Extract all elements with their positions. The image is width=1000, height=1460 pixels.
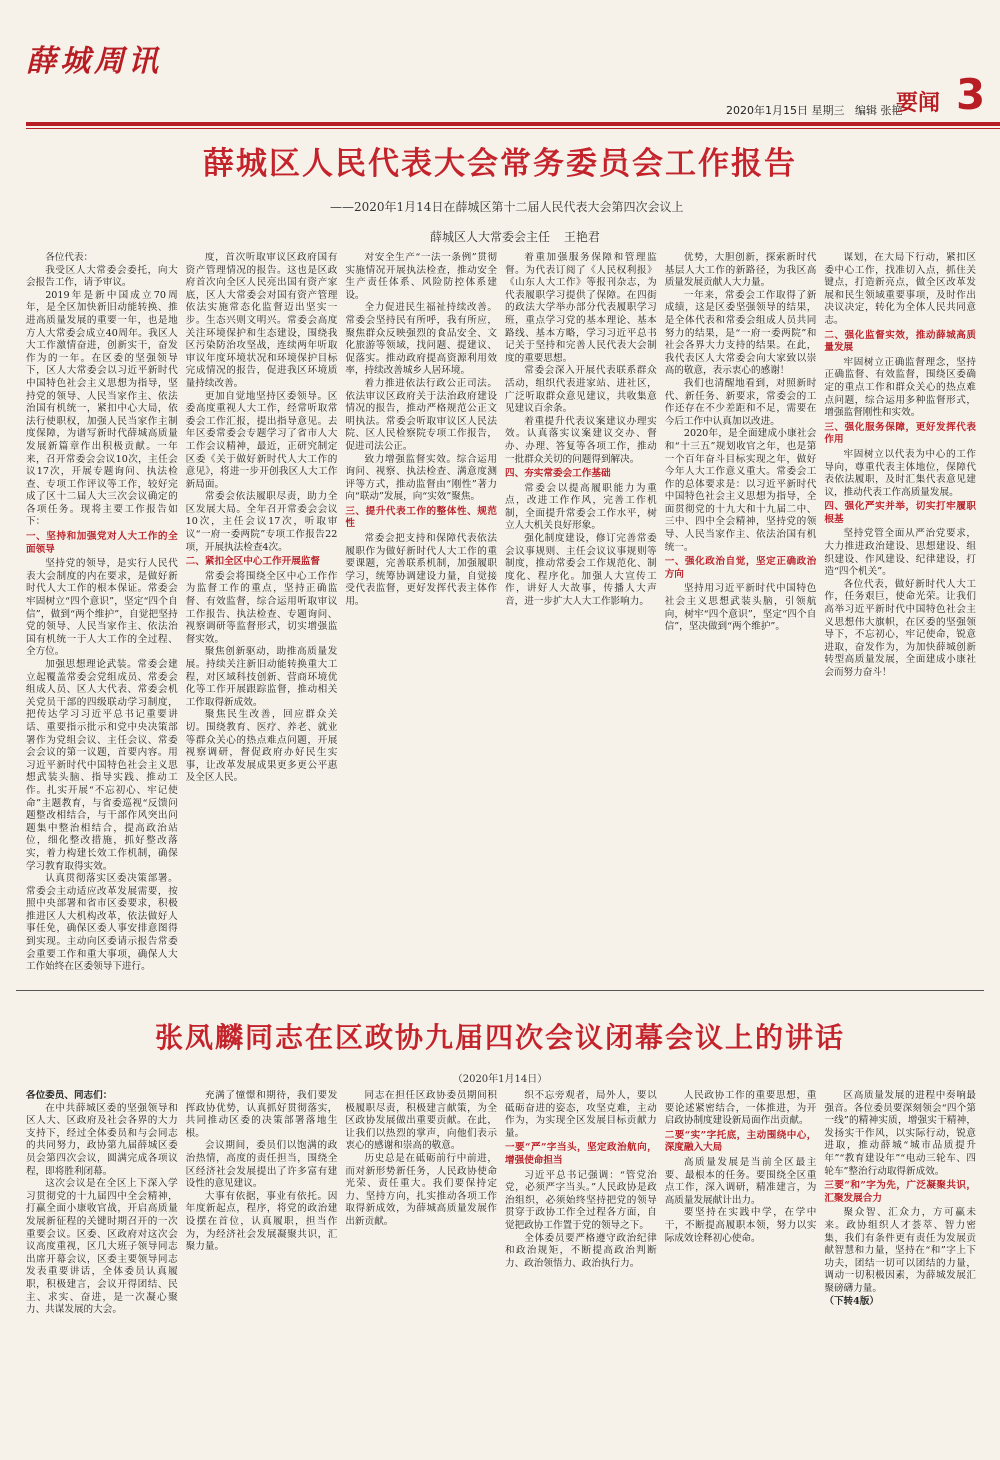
- paragraph: 我们也清醒地看到，对照新时代、新任务、新要求，常委会的工作还存在不少差距和不足，需要在今后工作中认真加以改进。: [664, 377, 817, 427]
- section-heading: 二、紧扣全区中心工作开展监督: [185, 556, 320, 568]
- paragraph: 区高质量发展的进程中奏响最强音。各位委员要深刻领会“四个第一线”的精神实质，增强实干精神，发扬实干作风，以实际行动，锐意进取，推动薛城“城市品质提升年”“教育建设年”“电动三轮车、四轮车”整治行动取得新成效。: [824, 1090, 977, 1177]
- paragraph: 我受区人大常委会委托，向大会报告工作，请予审议。: [26, 264, 178, 289]
- paragraph: 优势，大胆创新，探索新时代基层人大工作的新路径，为我区高质量发展贡献人大力量。: [664, 252, 817, 289]
- paragraph: 度，首次听取审议区政府国有资产管理情况的报告。这也是区政府首次向全区人民亮出国有资产家底，区人大常委会对国有资产管理依法实施常态化监督迈出坚实一步。生态兴则文明兴。常委会高度关注环境保护和生态建设，围绕我区污染防治攻坚战，连续两年听取审议年度环境状况和环境保护目标完成情况的报告，促进我区环境质量持续改善。: [185, 252, 338, 389]
- article1-column: [26, 252, 178, 985]
- paragraph: 着重加强服务保障和管理监督。为代表订阅了《人民权利报》《山东人大工作》等报刊杂志，为代表履职学习提供了保障。在四街的政法大学举办部分代表履职学习班，重点学习党的基本理论、基本路线、基本方略，学习习近平总书记关于坚持和完善人民代表大会制度的重要思想。: [505, 252, 657, 364]
- paragraph: （下转4版）: [824, 1295, 880, 1307]
- paragraph: 着重提升代表议案建议办理实效。认真落实议案建议交办、督办、办理、答复等各项工作，推动一批群众关切的问题得到解决。: [505, 415, 657, 465]
- author-role: 薛城区人大常委会主任: [430, 230, 551, 244]
- article1-column: [505, 252, 657, 985]
- article1-subtitle: ——2020年1月14日在薛城区第十二届人民代表大会第四次会议上: [330, 200, 684, 214]
- paragraph: 对安全生产“一法一条例”贯彻实施情况开展执法检查，推动安全生产责任体系、风险防控体系建设。: [345, 252, 498, 301]
- paragraph: 坚持党的领导，是实行人民代表大会制度的内在要求，是做好新时代人大工作的根本保证。常委会牢固树立“四个意识”，坚定“四个自信”，做到“两个维护”，自觉把坚持党的领导、人民当家作主、依法治国有机统一于人大工作的全过程、全方位。: [26, 558, 178, 658]
- paragraph: 会议期间，委员们以饱满的政治热情，高度的责任担当，围绕全区经济社会发展提出了许多富有建设性的意见建议。: [185, 1140, 338, 1190]
- paragraph: 常委会将围绕全区中心工作作为监督工作的重点，坚持正确监督、有效监督，综合运用听取审议工作报告、执法检查、专题询问、视察调研等监督形式，切实增强监督实效。: [185, 570, 338, 645]
- paragraph: 强化制度建设，修订完善常委会议事规则、主任会议议事规则等制度，推动常委会工作规范化、制度化、程序化。加强人大宣传工作，讲好人大故事，传播人大声音，进一步扩大人大工作影响力。: [505, 533, 657, 608]
- paragraph: 全体委员要严格遵守政治纪律和政治规矩，不断提高政治判断力、政治领悟力、政治执行力。: [505, 1232, 657, 1269]
- paragraph: 充满了憧憬和期待，我们要发挥政协优势，认真抓好贯彻落实，共同推动区委的决策部署落地生根。: [185, 1090, 338, 1139]
- masthead-rule-thin: [26, 128, 1000, 129]
- paragraph: 聚焦创新驱动，助推高质量发展。持续关注新旧动能转换重大工程，对区域科技创新、营商环境优化等工作开展跟踪监督，推动相关工作取得新成效。: [185, 646, 338, 708]
- paragraph: 这次会议是在全区上下深入学习贯彻党的十九届四中全会精神，打赢全面小康收官战，开启高质量发展新征程的关键时期召开的一次重要会议。区委、区政府对这次会议高度重视，区几大班子领导同志出席开幕会议，区委主要领导同志发表重要讲话，全体委员认真履职，积极建言，会议开得团结、民主、求实、奋进，是一次凝心聚力、共谋发展的大会。: [26, 1178, 178, 1316]
- article-divider: [16, 990, 984, 991]
- article2-body: [26, 1090, 976, 1452]
- paragraph: 常委会把支持和保障代表依法履职作为做好新时代人大工作的重要课题，完善联系机制，加强履职学习，统筹协调建设力量，自觉接受代表监督，更好发挥代表主体作用。: [345, 533, 498, 608]
- article2-column: [505, 1090, 657, 1452]
- paragraph: 2020年，是全面建成小康社会和“十三五”规划收官之年，也是第一个百年奋斗目标实现之年，做好今年人大工作意义重大。常委会工作的总体要求是：以习近平新时代中国特色社会主义思想为指导，全面贯彻党的十九大和十九届二中、三中、四中全会精神，坚持党的领导、人民当家作主、依法治国有机统一。: [664, 428, 817, 553]
- paragraph: 在中共薛城区委的坚强领导和区人大、区政府及社会各界的大力支持下，经过全体委员和与会同志的共同努力，政协第九届薛城区委员会第四次会议，圆满完成各项议程，即将胜利闭幕。: [26, 1102, 178, 1177]
- paragraph: 各位委员、同志们：: [26, 1090, 113, 1101]
- paragraph: 各位代表，做好新时代人大工作，任务艰巨，使命光荣。让我们高举习近平新时代中国特色社会主义思想伟大旗帜，在区委的坚强领导下，不忘初心，牢记使命，锐意进取，奋发作为，为加快薛城创新转型高质量发展，全面建成小康社会而努力奋斗！: [824, 578, 977, 678]
- paragraph: 牢固树立以代表为中心的工作导向，尊重代表主体地位，保障代表依法履职，及时汇集代表意见建议，推动代表工作高质量发展。: [824, 448, 977, 498]
- masthead-rule: [26, 122, 1000, 126]
- newspaper-logo: 薛城周讯: [26, 44, 162, 79]
- paragraph: 历史总是在砥砺前行中前进，而对新形势新任务，人民政协使命光荣、责任重大。我们要保持定力、坚持方向，扎实推动各项工作取得新成效，为薛城高质量发展作出新贡献。: [345, 1152, 498, 1227]
- paragraph: 聚焦民生改善，回应群众关切。围绕教育、医疗、养老、就业等群众关心的热点难点问题，开展视察调研，督促政府办好民生实事，让改革发展成果更多更公平惠及全区人民。: [185, 709, 338, 784]
- paragraph: 谋划，在大局下行动，紧扣区委中心工作，找准切入点，抓住关键点，打造新亮点，做全区改革发展和民生领域重要事项，及时作出决议决定，转化为全体人民共同意志。: [824, 252, 977, 326]
- paragraph: 大事有依据，事业有依托。因年度新起点，程序，将党的政治建设摆在首位，认真履职，担当作为，为经济社会发展凝聚共识，汇聚力量。: [185, 1190, 338, 1253]
- section-heading: 三、提升代表工作的整体性、规范性: [345, 505, 498, 530]
- paragraph: 一年来，常委会工作取得了新成绩，这是区委坚强领导的结果，是全体代表和常委会组成人员共同努力的结果，是“一府一委两院”和社会各界大力支持的结果。在此，我代表区人大常委会向大家致以崇高的敬意，表示衷心的感谢！: [664, 289, 817, 377]
- paragraph: 常委会以提高履职能力为重点，改进工作作风，完善工作机制，全面提升常委会工作水平，树立人大机关良好形象。: [505, 482, 657, 532]
- section-heading: 四、夯实常委会工作基础: [505, 468, 611, 480]
- article1-byline: [430, 228, 610, 245]
- section-heading: 一、坚持和加强党对人大工作的全面领导: [26, 531, 178, 555]
- section-heading: 三、强化服务保障，更好发挥代表作用: [824, 421, 977, 446]
- section-name: 要闻: [896, 91, 941, 116]
- paragraph: 着力推进依法行政公正司法。依法审议区政府关于法治政府建设情况的报告，推动严格规范公正文明执法。常委会听取审议区人民法院、区人民检察院专项工作报告，促进司法公正。: [345, 377, 498, 452]
- article1-column: [345, 252, 497, 985]
- issue-date: 2020年1月15日 星期三: [726, 104, 845, 117]
- article2-title: 张凤麟同志在区政协九届四次会议闭幕会议上的讲话: [154, 1021, 845, 1054]
- page-number: 3: [956, 70, 986, 119]
- paragraph: 2019年是新中国成立70周年，是全区加快新旧动能转换、推进高质量发展的重要一年，也是地方人大常委会成立40周年。我区人大工作激情奋进，创新实干，奋发作为的一年。在区委的坚强领导下，区人大常委会以习近平新时代中国特色社会主义思想为指导，坚持党的领导、人民当家作主、依法治国有机统一，紧扣中心大局，依法行使职权，加强人民当家作主制度保障，为谱写新时代薛城高质量发展新篇章作出积极贡献。一年来，召开常委会会议10次，主任会议17次，开展专题询问、执法检查、专项工作评议等工作，较好完成了区十二届人大三次会议确定的各项任务。现将主要工作报告如下：: [26, 289, 178, 528]
- issue-meta: [726, 102, 910, 118]
- article1-column: [665, 252, 817, 985]
- paragraph: 更加自觉地坚持区委领导。区委高度重视人大工作，经常听取常委会工作汇报，提出指导意见。去年区委常委会专题学习了省市人大工作会议精神，最近，正研究制定区委《关于做好新时代人大工作的意见》，将进一步开创我区人大工作新局面。: [185, 390, 338, 490]
- paragraph: 同志在担任区政协委员期间积极履职尽责，积极建言献策，为全区政协发展做出重要贡献。在此，让我们以热烈的掌声，向他们表示衷心的感谢和崇高的敬意。: [345, 1090, 498, 1152]
- paragraph: 全力促进民生福祉持续改善。常委会坚持民有所呼，我有所应，聚焦群众反映强烈的食品安全、文化旅游等领域，找问题、提建议、促落实。推动政府提高资源利用效率，持续改善城乡人居环境。: [345, 302, 498, 377]
- author-name: 王艳君: [563, 230, 600, 244]
- article2-column: [186, 1090, 338, 1452]
- paragraph: 习近平总书记强调：“管党治党，必须严字当头。”人民政协是政治组织，必须始终坚持把党的领导贯穿于政协工作全过程各方面，自觉把政协工作置于党的领导之下。: [505, 1169, 657, 1231]
- article2-column: [345, 1090, 497, 1452]
- paragraph: 人民政协工作的重要思想，重要论述紧密结合，一体推进，为开启政协制度建设新局面作出贡献。: [664, 1090, 817, 1127]
- paragraph: 致力增强监督实效。综合运用询问、视察、执法检查、满意度测评等方式，推动监督由“刚性”著力向“联动”发展，向“实效”聚焦。: [345, 453, 498, 503]
- section-heading: 一要“严”字当头，坚定政治航向，增强使命担当: [505, 1142, 657, 1166]
- section-heading: 二要“实”字托底，主动围绕中心，深度融入大局: [664, 1129, 817, 1154]
- section-heading: 一、强化政治自觉，坚定正确政治方向: [664, 556, 817, 580]
- masthead: [16, 14, 986, 119]
- section-heading: 四、强化严实并举，切实打牢履职根基: [824, 501, 977, 525]
- section-heading: 二、强化监督实效，推动薛城高质量发展: [824, 329, 977, 354]
- paragraph: 坚持党管全面从严治党要求，大力推进政治建设、思想建设、组织建设、作风建设、纪律建设，打造“四个机关”。: [824, 528, 977, 578]
- paragraph: 高质量发展是当前全区最主要、最根本的任务。要围绕全区重点工作，深入调研，精准建言，为高质量发展献计出力。: [664, 1156, 817, 1206]
- article1-body: [26, 252, 976, 985]
- paragraph: 常委会深入开展代表联系群众活动，组织代表进家站、进社区，广泛听取群众意见建议，共收集意见建议百余条。: [505, 365, 657, 415]
- article1-column: [824, 252, 976, 985]
- article2-column: [665, 1090, 817, 1452]
- article2-column: [26, 1090, 178, 1452]
- paragraph: 常委会依法履职尽责，助力全区发展大局。全年召开常委会会议10次，主任会议17次，听取审议“一府一委两院”专项工作报告22项，开展执法检查4次。: [185, 491, 338, 553]
- paragraph: 聚众智、汇众力，方可赢未来。政协组织人才荟萃、智力密集，我们有条件更有责任为发展贡献智慧和力量，坚持在“和”字上下功夫，团结一切可以团结的力量，调动一切积极因素，为薛城发展汇聚磅礴力量。: [824, 1207, 977, 1294]
- paragraph: 各位代表：: [45, 252, 94, 263]
- paragraph: 加强思想理论武装。常委会建立起覆盖常委会党组成员、常委会组成人员、区人大代表、常委会机关党员干部的四级联动学习制度，把传达学习习近平总书记重要讲话、重要指示批示和党中央决策部署作为党组会议、主任会议、常委会会议的第一议题，首要内容。用习近平新时代中国特色社会主义思想武装头脑、指导实践、推动工作。扎实开展“不忘初心、牢记使命”主题教育，与省委巡视“反馈问题整改相结合，与干部作风突出问题集中整治相结合，提高政治站位，细化整改措施，抓好整改落实，着力构建长效工作机制，确保学习教育取得实效。: [26, 659, 178, 872]
- paragraph: 要坚持在实践中学，在学中干，不断提高履职本领，努力以实际成效诠释初心使命。: [664, 1207, 817, 1244]
- editor-credit: 编辑 张艳: [855, 104, 903, 117]
- paragraph: 认真贯彻落实区委决策部署。常委会主动适应改革发展需要，按照中央部署和省市区委要求，积极推进区人大机构改革，依法做好人事任免，确保区委人事安排意图得到实现。主动向区委请示报告常委会重要工作和重大事项，确保人大工作始终在区委领导下进行。: [26, 873, 178, 973]
- section-heading: 三要“和”字为先，广泛凝聚共识，汇聚发展合力: [824, 1180, 977, 1204]
- paragraph: 坚持用习近平新时代中国特色社会主义思想武装头脑，引领航向，树牢“四个意识”，坚定“四个自信”，坚决做到“两个维护”。: [664, 583, 817, 633]
- article1-column: [186, 252, 338, 985]
- paragraph: 织不忘旁观者，局外人，要以砥砺奋进的姿态，攻坚克难，主动作为，为实现全区发展目标贡献力量。: [505, 1090, 657, 1139]
- article2-column: [824, 1090, 976, 1452]
- paragraph: 牢固树立正确监督理念，坚持正确监督、有效监督，围绕区委确定的重点工作和群众关心的热点难点问题，综合运用多种监督形式，增强监督刚性和实效。: [824, 356, 977, 419]
- article2-date: （2020年1月14日）: [452, 1074, 548, 1085]
- article1-title: 薛城区人民代表大会常务委员会工作报告: [203, 146, 797, 182]
